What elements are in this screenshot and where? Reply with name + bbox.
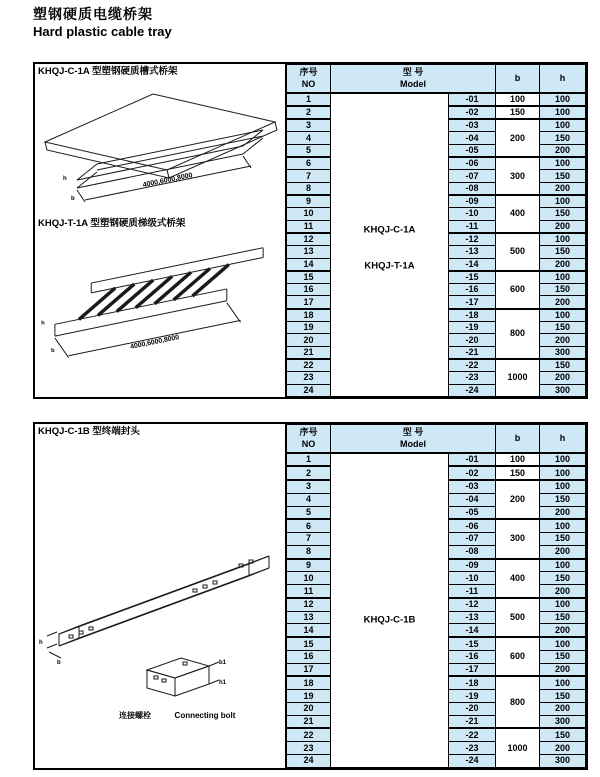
h-cell: 100 <box>540 676 586 689</box>
model-suffix-cell: -03 <box>449 480 496 493</box>
col-header-model: 型 号 Model <box>331 65 496 93</box>
h-cell: 200 <box>540 334 586 346</box>
h-dim-label: h <box>41 320 45 327</box>
model-suffix-cell: -08 <box>449 182 496 195</box>
model-suffix-cell: -15 <box>449 637 496 650</box>
b-cell: 500 <box>496 233 540 271</box>
no-cell: 5 <box>287 506 331 519</box>
no-cell: 6 <box>287 519 331 532</box>
model-suffix-cell: -11 <box>449 585 496 598</box>
h1-dim-label: h1 <box>219 680 227 686</box>
b-cell: 500 <box>496 598 540 637</box>
no-cell: 8 <box>287 182 331 195</box>
b-cell: 1000 <box>496 728 540 767</box>
connecting-bolt-label-zh: 连接螺栓 <box>119 711 151 720</box>
h-cell: 150 <box>540 170 586 182</box>
b-cell: 150 <box>496 106 540 119</box>
no-cell: 12 <box>287 233 331 246</box>
no-cell: 10 <box>287 572 331 585</box>
model-suffix-cell: -13 <box>449 611 496 624</box>
no-cell: 13 <box>287 246 331 258</box>
h-cell: 150 <box>540 611 586 624</box>
h-cell: 100 <box>540 519 586 532</box>
model-suffix-cell: -22 <box>449 359 496 372</box>
model-suffix-cell: -23 <box>449 372 496 384</box>
b-dim-label: b <box>57 660 61 666</box>
no-cell: 7 <box>287 170 331 182</box>
b-cell: 150 <box>496 466 540 480</box>
no-cell: 23 <box>287 372 331 384</box>
model-suffix-cell: -03 <box>449 119 496 132</box>
table-row <box>287 453 586 467</box>
drawing-caption-end-cap: KHQJ-C-1B 型终端封头 <box>38 426 140 437</box>
page-header <box>33 6 172 40</box>
table-row <box>287 93 586 106</box>
model-suffix-cell: -04 <box>449 493 496 506</box>
model-suffix-cell: -06 <box>449 519 496 532</box>
model-suffix-cell: -20 <box>449 334 496 346</box>
h-cell: 300 <box>540 384 586 396</box>
no-cell: 2 <box>287 466 331 480</box>
h-cell: 150 <box>540 728 586 741</box>
no-cell: 3 <box>287 480 331 493</box>
page-title-en: Hard plastic cable tray <box>33 24 172 39</box>
model-suffix-cell: -05 <box>449 506 496 519</box>
col-header-b: b <box>496 425 540 453</box>
model-suffix-cell: -05 <box>449 144 496 157</box>
model-suffix-cell: -23 <box>449 742 496 755</box>
no-cell: 5 <box>287 144 331 157</box>
model-suffix-cell: -17 <box>449 296 496 309</box>
col-header-model: 型 号 Model <box>331 425 496 453</box>
length-dim-label: 4000,6000,8000 <box>142 172 194 190</box>
h-dim-label: h <box>39 640 43 646</box>
model-suffix-cell: -16 <box>449 284 496 296</box>
h-cell: 200 <box>540 624 586 637</box>
col-header-no: 序号 NO <box>287 65 331 93</box>
model-suffix-cell: -14 <box>449 258 496 271</box>
model-suffix-cell: -19 <box>449 690 496 703</box>
no-cell: 21 <box>287 715 331 728</box>
model-suffix-cell: -10 <box>449 572 496 585</box>
b-dim-label: b <box>50 347 55 354</box>
b-cell: 800 <box>496 676 540 728</box>
ladder-tray-drawing <box>35 230 285 397</box>
no-cell: 1 <box>287 93 331 106</box>
model-suffix-cell: -02 <box>449 106 496 119</box>
h-cell: 150 <box>540 132 586 144</box>
model-suffix-cell: -24 <box>449 754 496 767</box>
h-cell: 100 <box>540 157 586 170</box>
b-cell: 400 <box>496 559 540 598</box>
no-cell: 20 <box>287 702 331 715</box>
no-cell: 11 <box>287 220 331 233</box>
col-header-b: b <box>496 65 540 93</box>
h-cell: 100 <box>540 119 586 132</box>
model-cell <box>331 93 449 397</box>
table-block-end-cap <box>33 422 588 770</box>
b-cell: 400 <box>496 195 540 233</box>
no-cell: 4 <box>287 493 331 506</box>
b-cell: 100 <box>496 93 540 106</box>
no-cell: 16 <box>287 650 331 663</box>
no-cell: 24 <box>287 754 331 767</box>
h-cell: 100 <box>540 453 586 467</box>
model-suffix-cell: -07 <box>449 170 496 182</box>
model-suffix-cell: -16 <box>449 650 496 663</box>
no-cell: 22 <box>287 728 331 741</box>
model-suffix-cell: -12 <box>449 233 496 246</box>
no-cell: 8 <box>287 545 331 558</box>
h-cell: 150 <box>540 246 586 258</box>
no-cell: 18 <box>287 309 331 322</box>
length-dim-label: 4000,6000,8000 <box>129 334 180 351</box>
no-cell: 10 <box>287 208 331 220</box>
h-cell: 150 <box>540 572 586 585</box>
drawing-panel-1 <box>35 64 286 397</box>
model-suffix-cell: -15 <box>449 271 496 284</box>
h-cell: 100 <box>540 637 586 650</box>
h-cell: 150 <box>540 690 586 703</box>
h-cell: 100 <box>540 480 586 493</box>
model-suffix-cell: -02 <box>449 466 496 480</box>
model-suffix-cell: -21 <box>449 715 496 728</box>
h-cell: 300 <box>540 715 586 728</box>
b-cell: 200 <box>496 480 540 519</box>
model-suffix-cell: -18 <box>449 309 496 322</box>
h-cell: 100 <box>540 598 586 611</box>
model-suffix-cell: -07 <box>449 533 496 546</box>
h-cell: 150 <box>540 284 586 296</box>
h-cell: 200 <box>540 372 586 384</box>
no-cell: 17 <box>287 663 331 676</box>
h-cell: 200 <box>540 296 586 309</box>
no-cell: 14 <box>287 624 331 637</box>
no-cell: 15 <box>287 637 331 650</box>
b-cell: 300 <box>496 157 540 195</box>
h-cell: 200 <box>540 220 586 233</box>
h-cell: 150 <box>540 533 586 546</box>
h-cell: 200 <box>540 258 586 271</box>
h-cell: 100 <box>540 559 586 572</box>
col-header-no: 序号 NO <box>287 425 331 453</box>
connecting-bolt-label-en: Connecting bolt <box>174 711 236 720</box>
h-cell: 200 <box>540 144 586 157</box>
b-cell: 600 <box>496 271 540 309</box>
no-cell: 9 <box>287 195 331 208</box>
model-suffix-cell: -18 <box>449 676 496 689</box>
no-cell: 22 <box>287 359 331 372</box>
model-suffix-cell: -19 <box>449 322 496 334</box>
no-cell: 15 <box>287 271 331 284</box>
h-cell: 200 <box>540 506 586 519</box>
model-label: KHQJ-T-1A <box>364 260 415 272</box>
h-cell: 100 <box>540 195 586 208</box>
no-cell: 18 <box>287 676 331 689</box>
table-block-trough-ladder <box>33 62 588 399</box>
no-cell: 23 <box>287 742 331 755</box>
b-cell: 1000 <box>496 359 540 397</box>
no-cell: 6 <box>287 157 331 170</box>
model-suffix-cell: -08 <box>449 545 496 558</box>
h-cell: 200 <box>540 182 586 195</box>
model-suffix-cell: -20 <box>449 702 496 715</box>
no-cell: 4 <box>287 132 331 144</box>
no-cell: 21 <box>287 346 331 359</box>
b-cell: 200 <box>496 119 540 157</box>
h-cell: 150 <box>540 322 586 334</box>
h-cell: 100 <box>540 309 586 322</box>
no-cell: 19 <box>287 690 331 703</box>
model-suffix-cell: -13 <box>449 246 496 258</box>
b-cell: 600 <box>496 637 540 676</box>
model-suffix-cell: -24 <box>449 384 496 396</box>
b-cell: 800 <box>496 309 540 359</box>
h-cell: 300 <box>540 754 586 767</box>
no-cell: 19 <box>287 322 331 334</box>
no-cell: 2 <box>287 106 331 119</box>
no-cell: 13 <box>287 611 331 624</box>
h-cell: 300 <box>540 346 586 359</box>
no-cell: 7 <box>287 533 331 546</box>
drawing-caption-trough: KHQJ-C-1A 型塑钢硬质槽式桥架 <box>38 66 178 77</box>
h-cell: 150 <box>540 359 586 372</box>
model-suffix-cell: -14 <box>449 624 496 637</box>
no-cell: 24 <box>287 384 331 396</box>
h-cell: 200 <box>540 585 586 598</box>
h-cell: 200 <box>540 702 586 715</box>
h-cell: 200 <box>540 742 586 755</box>
drawing-panel-2 <box>35 424 286 768</box>
model-suffix-cell: -10 <box>449 208 496 220</box>
col-header-h: h <box>540 425 586 453</box>
model-label: KHQJ-C-1A <box>363 224 416 236</box>
b-cell: 300 <box>496 519 540 558</box>
spec-table-2 <box>286 424 586 768</box>
no-cell: 9 <box>287 559 331 572</box>
no-cell: 11 <box>287 585 331 598</box>
model-suffix-cell: -09 <box>449 559 496 572</box>
h-cell: 100 <box>540 106 586 119</box>
model-suffix-cell: -09 <box>449 195 496 208</box>
no-cell: 1 <box>287 453 331 467</box>
h-cell: 150 <box>540 493 586 506</box>
spec-table-1 <box>286 64 586 397</box>
drawing-caption-ladder: KHQJ-T-1A 型塑钢硬质梯级式桥架 <box>38 218 186 229</box>
model-suffix-cell: -04 <box>449 132 496 144</box>
b-dim-label: b <box>71 196 75 202</box>
h-cell: 200 <box>540 545 586 558</box>
no-cell: 17 <box>287 296 331 309</box>
header-row <box>287 425 586 453</box>
end-cap-drawing <box>35 438 285 768</box>
col-header-h: h <box>540 65 586 93</box>
model-cell <box>331 453 449 768</box>
h-cell: 100 <box>540 93 586 106</box>
h-cell: 200 <box>540 663 586 676</box>
no-cell: 12 <box>287 598 331 611</box>
b-cell: 100 <box>496 453 540 467</box>
no-cell: 14 <box>287 258 331 271</box>
h-dim-label: h <box>63 176 67 182</box>
model-suffix-cell: -11 <box>449 220 496 233</box>
h-cell: 100 <box>540 233 586 246</box>
model-suffix-cell: -12 <box>449 598 496 611</box>
no-cell: 20 <box>287 334 331 346</box>
trough-tray-drawing <box>35 78 285 216</box>
model-suffix-cell: -06 <box>449 157 496 170</box>
model-suffix-cell: -01 <box>449 453 496 467</box>
page-title-zh: 塑钢硬质电缆桥架 <box>33 6 153 22</box>
no-cell: 16 <box>287 284 331 296</box>
h-cell: 150 <box>540 650 586 663</box>
model-label: KHQJ-C-1B <box>363 614 416 626</box>
h-cell: 100 <box>540 271 586 284</box>
h-cell: 100 <box>540 466 586 480</box>
no-cell: 3 <box>287 119 331 132</box>
model-suffix-cell: -01 <box>449 93 496 106</box>
model-suffix-cell: -21 <box>449 346 496 359</box>
model-suffix-cell: -22 <box>449 728 496 741</box>
header-row <box>287 65 586 93</box>
b1-dim-label: b1 <box>219 660 227 666</box>
h-cell: 150 <box>540 208 586 220</box>
model-suffix-cell: -17 <box>449 663 496 676</box>
